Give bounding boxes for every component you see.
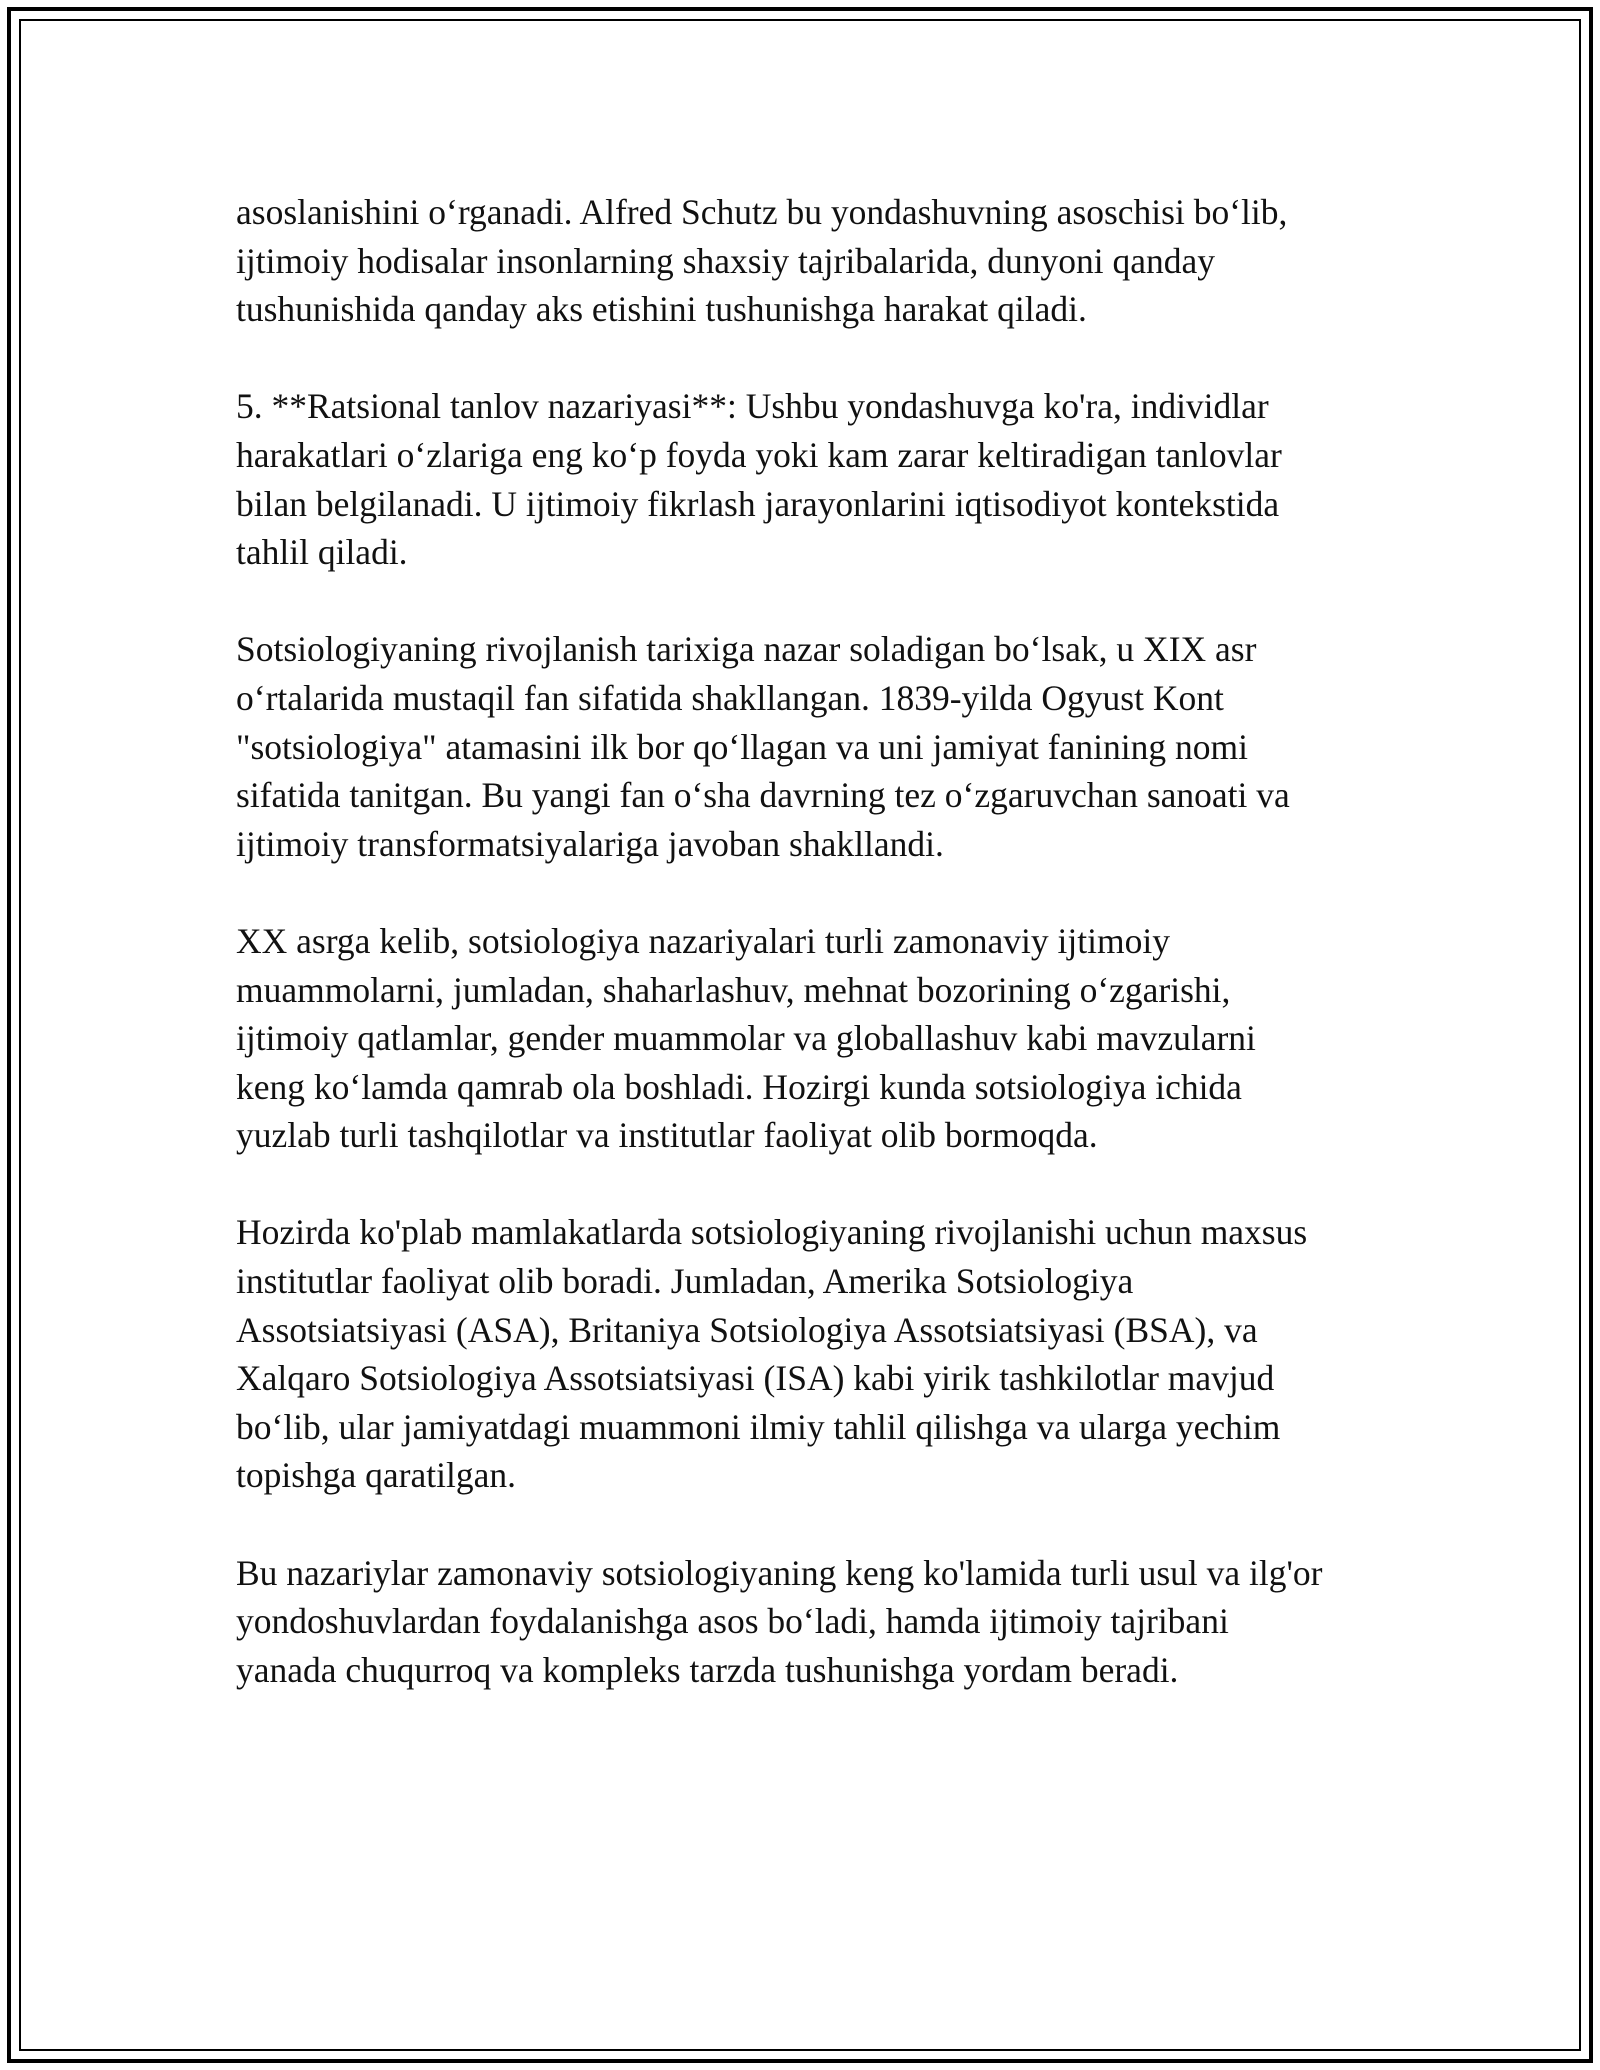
paragraph-institutions: Hozirda ko'plab mamlakatlarda sotsiologiyaning rivojlanishi uchun maxsus institutlar faoliyat olib boradi. Jumladan, Amerika Sotsiologiya Assotsiatsiyasi (ASA), Britaniya Sotsiologiya Assotsiatsiyasi (BSA), va Xalqaro Sotsiologiya Assotsiatsiyasi (ISA) kabi yirik tashkilotlar mavjud bo‘lib, ular jamiyatdagi muammoni ilmiy tahlil qilishga va ularga yechim topishga qaratilgan. <box>236 1212 1308 1496</box>
paragraph-twentieth-century: XX asrga kelib, sotsiologiya nazariyalari turli zamonaviy ijtimoiy muammolarni, jumladan, shaharlashuv, mehnat bozorining o‘zgarishi, ijtimoiy qatlamlar, gender muammolar va globallashuv kabi mavzularni keng ko‘lamda qamrab ola boshladi. Hozirgi kunda sotsiologiya ichida yuzlab turli tashqilotlar va institutlar faoliyat olib bormoqda. <box>236 920 1256 1156</box>
paragraph-rational-choice: 5. **Ratsional tanlov nazariyasi**: Ushbu yondashuvga ko'ra, individlar harakatlari o‘zlariga eng ko‘p foyda yoki kam zarar keltiradigan tanlovlar bilan belgilanadi. U ijtimoiy fikrlash jarayonlarini iqtisodiyot kontekstida tahlil qiladi. <box>236 386 1282 573</box>
paragraph-phenomenology-end: asoslanishini o‘rganadi. Alfred Schutz bu yondashuvning asoschisi bo‘lib, ijtimoiy hodisalar insonlarning shaxsiy tajribalarida, dunyoni qanday tushunishida qanday aks etishini tushunishga harakat qiladi. <box>236 192 1288 330</box>
document-body <box>236 188 1376 1743</box>
paragraph-conclusion: Bu nazariylar zamonaviy sotsiologiyaning keng ko'lamida turli usul va ilg'or yondoshuvlardan foydalanishga asos bo‘ladi, hamda ijtimoiy tajribani yanada chuqurroq va kompleks tarzda tushunishga yordam beradi. <box>236 1552 1323 1690</box>
paragraph-history: Sotsiologiyaning rivojlanish tarixiga nazar soladigan bo‘lsak, u XIX asr o‘rtalarida mustaqil fan sifatida shakllangan. 1839-yilda Ogyust Kont "sotsiologiya" atamasini ilk bor qo‘llagan va uni jamiyat fanining nomi sifatida tanitgan. Bu yangi fan o‘sha davrning tez o‘zgaruvchan sanoati va ijtimoiy transformatsiyalariga javoban shakllandi. <box>236 629 1290 864</box>
